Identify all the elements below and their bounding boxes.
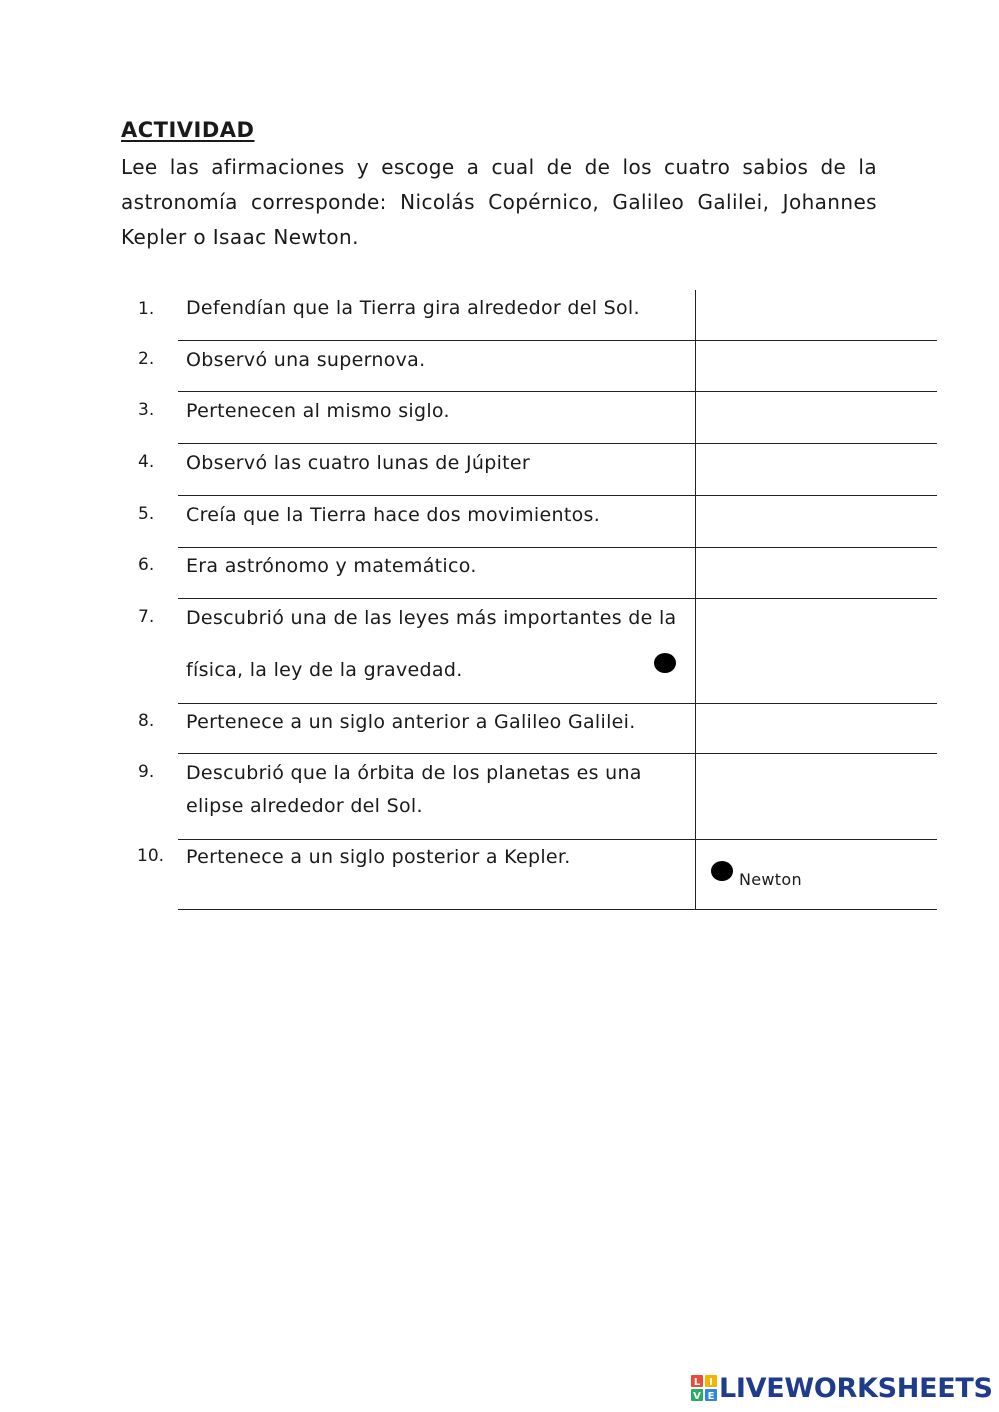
item-number: 3. (138, 400, 155, 420)
item-statement: Pertenece a un siglo posterior a Kepler. (186, 846, 571, 868)
item-number: 8. (138, 711, 155, 731)
brand-name: LIVEWORKSHEETS (719, 1372, 993, 1404)
row-divider (178, 598, 937, 599)
item-number: 1. (138, 299, 155, 319)
item-statement: Observó las cuatro lunas de Júpiter (186, 452, 530, 474)
activity-instructions: Lee las afirmaciones y escoge a cual de de los cuatro sabios de la astronomía corresponde: Nicolás Copérnico, Galileo Galilei, Johannes Kepler o Isaac Newton. (121, 155, 877, 249)
item-statement: Observó una supernova. (186, 349, 426, 371)
item-number: 6. (138, 555, 155, 575)
row-divider (178, 340, 937, 341)
item-number: 9. (138, 762, 155, 782)
svg-text:V: V (693, 1391, 701, 1401)
liveworksheets-logo-icon (691, 1375, 717, 1401)
row-divider (178, 703, 937, 704)
item-statement: Era astrónomo y matemático. (186, 555, 477, 577)
drag-marker-dot[interactable] (654, 653, 676, 673)
item-number: 10. (137, 846, 165, 866)
item-statement: Pertenecen al mismo siglo. (186, 400, 450, 422)
item-number: 7. (138, 607, 155, 627)
item-number: 4. (138, 452, 155, 472)
item-statement: Creía que la Tierra hace dos movimientos. (186, 504, 601, 526)
activity-title: ACTIVIDAD (121, 118, 255, 142)
item-statement-line1: Descubrió una de las leyes más importantes de la (186, 607, 677, 629)
item-statement-line1: Descubrió que la órbita de los planetas es una (186, 762, 642, 784)
svg-text:E: E (707, 1391, 715, 1401)
item-statement-line2: elipse alrededor del Sol. (186, 795, 423, 817)
row-divider (178, 495, 937, 496)
row-divider (178, 909, 937, 910)
item-statement: Defendían que la Tierra gira alrededor del Sol. (186, 297, 640, 319)
answer-newton[interactable]: Newton (739, 870, 802, 889)
svg-text:I: I (709, 1377, 713, 1388)
row-divider (178, 839, 937, 840)
item-statement: Pertenece a un siglo anterior a Galileo Galilei. (186, 711, 636, 733)
liveworksheets-branding (691, 1374, 993, 1402)
row-divider (178, 547, 937, 548)
row-divider (178, 391, 937, 392)
item-number: 2. (138, 349, 155, 369)
item-statement-line2: física, la ley de la gravedad. (186, 659, 463, 681)
table-column-divider (695, 290, 696, 910)
item-number: 5. (138, 504, 155, 524)
drag-marker-dot[interactable] (711, 861, 733, 881)
row-divider (178, 753, 937, 754)
svg-text:L: L (693, 1377, 701, 1388)
row-divider (178, 443, 937, 444)
